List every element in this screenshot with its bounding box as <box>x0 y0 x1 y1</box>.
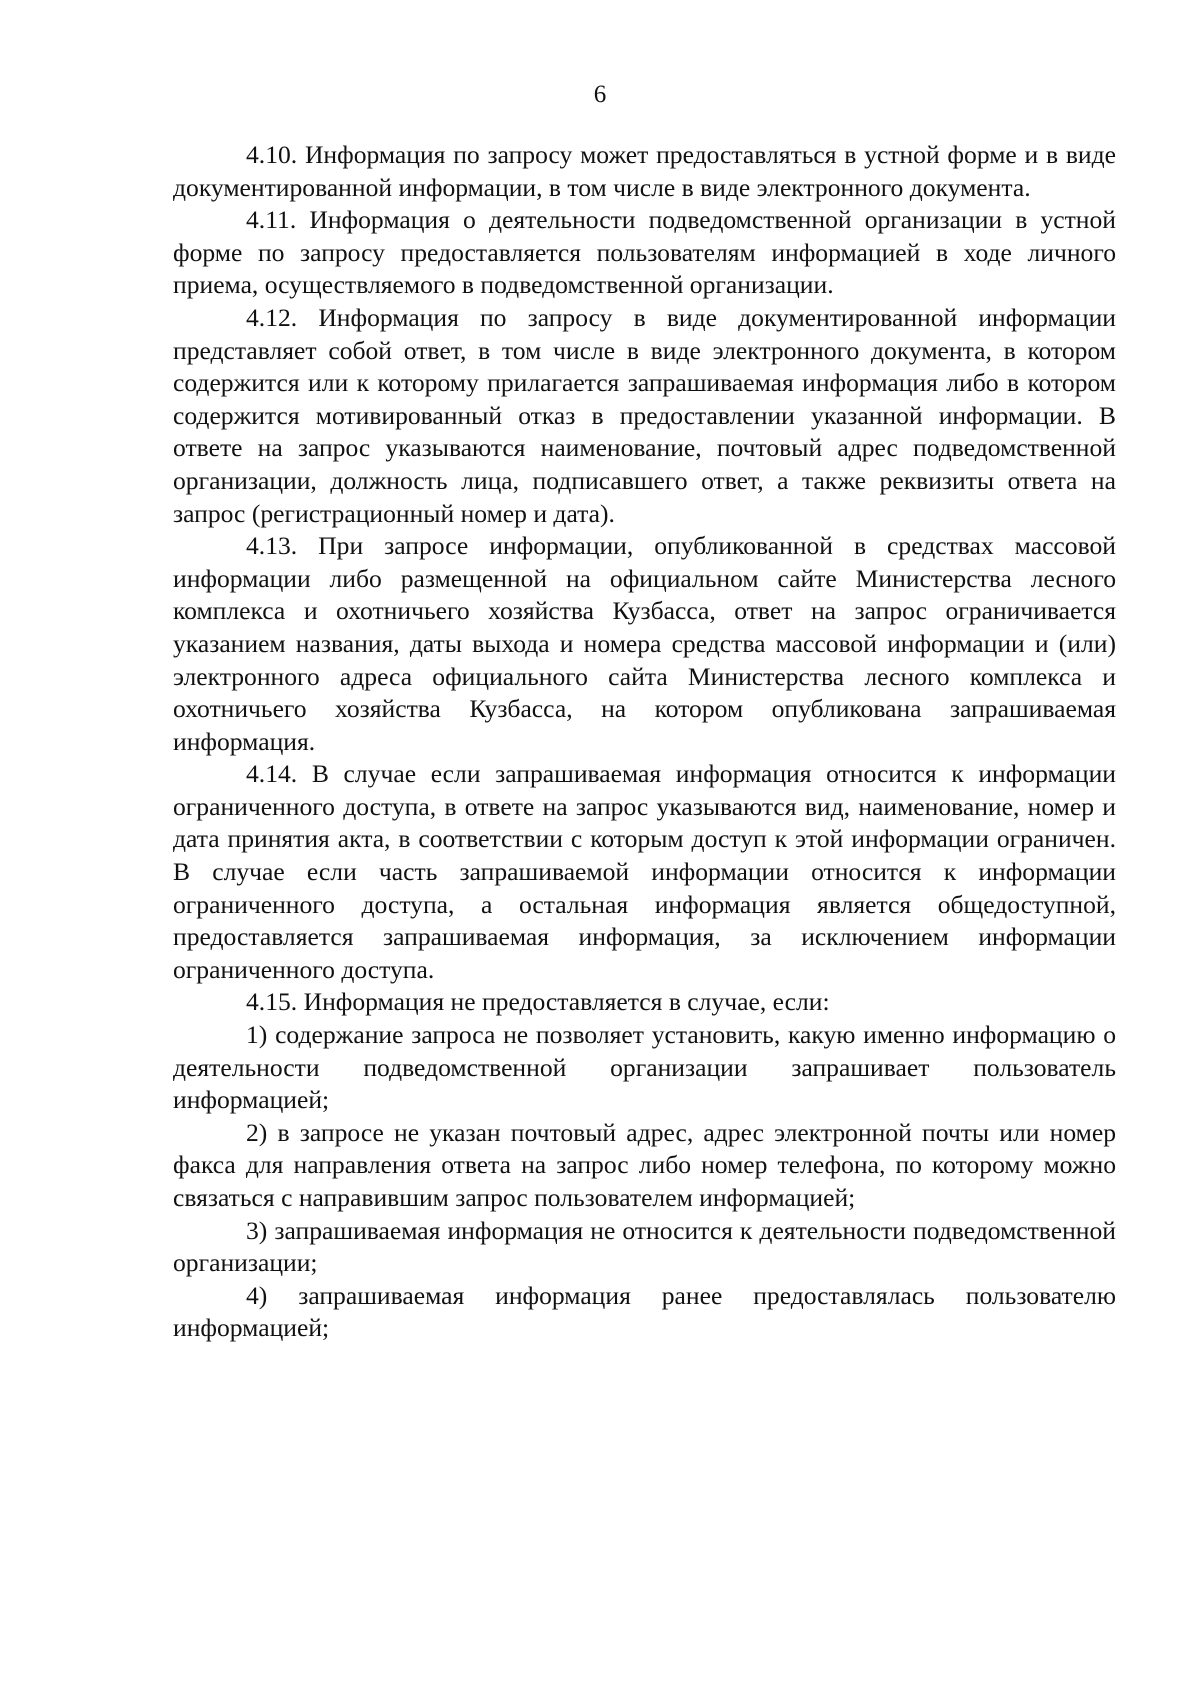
paragraph-4-13: 4.13. При запросе информации, опубликованной в средствах массовой информации либо размещенной на официальном сайте Министерства лесного комплекса и охотничьего хозяйства Кузбасса, ответ на запрос ограничивается указанием названия, даты выхода и номера средства массовой информации и (или) электронного адреса официального сайта Министерства лесного комплекса и охотничьего хозяйства Кузбасса, на котором опубликована запрашиваемая информация. <box>173 531 1116 756</box>
paragraph-4-11: 4.11. Информация о деятельности подведомственной организации в устной форме по запросу предоставляется пользователям информацией в ходе личного приема, осуществляемого в подведомственной организации. <box>173 205 1116 300</box>
page-number: 6 <box>593 81 607 108</box>
list-item-2: 2) в запросе не указан почтовый адрес, адрес электронной почты или номер факса для направления ответа на запрос либо номер телефона, по которому можно связаться с направившим запрос пользователем информацией; <box>173 1117 1116 1212</box>
document-body <box>173 139 1116 1345</box>
paragraph-4-15: 4.15. Информация не предоставляется в случае, если: <box>246 987 830 1017</box>
list-item-1: 1) содержание запроса не позволяет установить, какую именно информацию о деятельности подведомственной организации запрашивает пользователь информацией; <box>173 1020 1116 1115</box>
list-item-3: 3) запрашиваемая информация не относится к деятельности подведомственной организации; <box>173 1215 1116 1278</box>
paragraph-4-12: 4.12. Информация по запросу в виде документированной информации представляет собой ответ, в том числе в виде электронного документа, в котором содержится или к которому прилагается запрашиваемая информация либо в котором содержится мотивированный отказ в предоставлении указанной информации. В ответе на запрос указываются наименование, почтовый адрес подведомственной организации, должность лица, подписавшего ответ, а также реквизиты ответа на запрос (регистрационный номер и дата). <box>173 302 1116 528</box>
paragraph-4-10: 4.10. Информация по запросу может предоставляться в устной форме и в виде документированной информации, в том числе в виде электронного документа. <box>173 140 1116 202</box>
paragraph-4-14: 4.14. В случае если запрашиваемая информация относится к информации ограниченного доступа, в ответе на запрос указываются вид, наименование, номер и дата принятия акта, в соответствии с которым доступ к этой информации ограничен. В случае если часть запрашиваемой информации относится к информации ограниченного доступа, а остальная информация является общедоступной, предоставляется запрашиваемая информация, за исключением информации ограниченного доступа. <box>173 759 1116 984</box>
list-item-4: 4) запрашиваемая информация ранее предоставлялась пользователю информацией; <box>173 1280 1116 1343</box>
